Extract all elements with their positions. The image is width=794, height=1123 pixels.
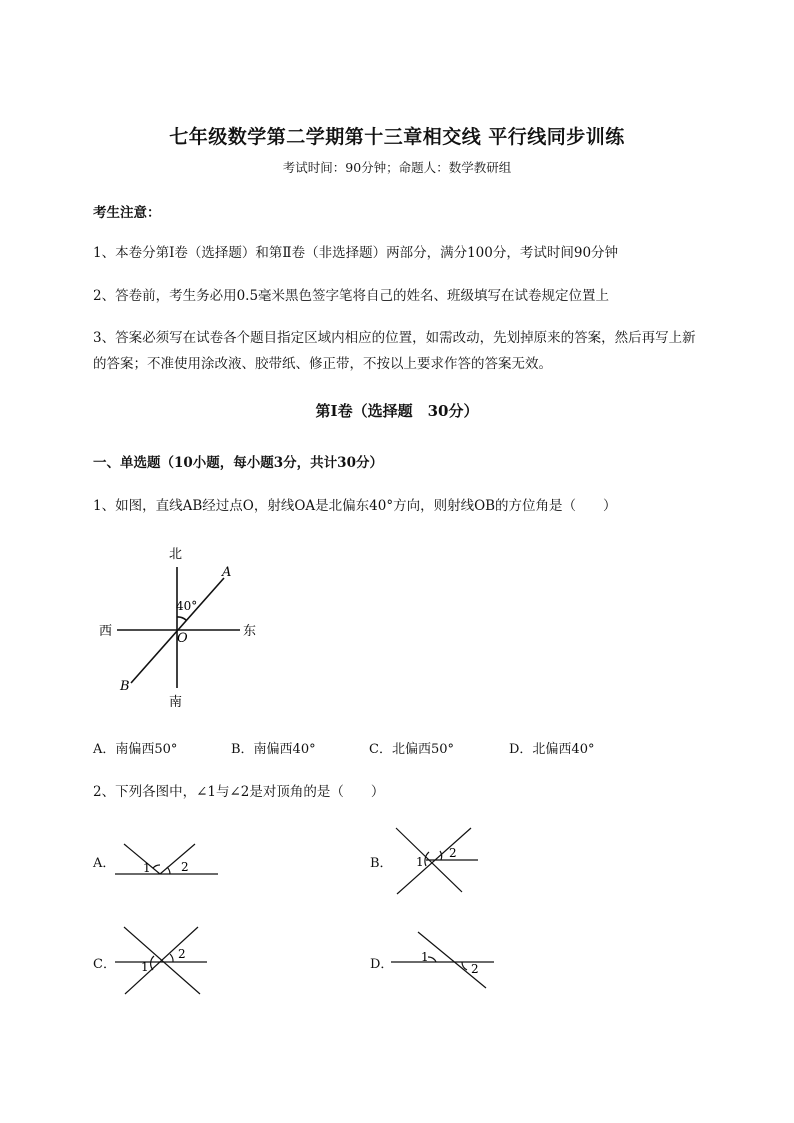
notice-heading: 考生注意：: [93, 205, 161, 221]
q2-c-angle-1: 1: [141, 960, 149, 974]
q2-c-angle-2: 2: [178, 947, 186, 961]
notice-item-3: 3、答案必须写在试卷各个题目指定区域内相应的位置，如需改动，先划掉原来的答案，然后再写上新: [93, 330, 696, 346]
q2-b-angle-2: 2: [449, 846, 457, 860]
point-o-label: O: [177, 631, 188, 646]
q2-b-angle-1: 1: [416, 855, 424, 869]
q2-figure-b: [396, 828, 478, 894]
page-title: 七年级数学第二学期第十三章相交线 平行线同步训练: [169, 126, 625, 148]
q2-option-d[interactable]: D．: [370, 957, 394, 972]
q2-a-angle-2: 2: [181, 860, 189, 874]
south-label: 南: [169, 695, 183, 710]
notice-item-2: 2、答卷前，考生务必用0.5毫米黑色签字笔将自己的姓名、班级填写在试卷规定位置上: [93, 288, 610, 304]
q2-option-c[interactable]: C．: [93, 957, 116, 972]
part-title: 一、单选题（10小题，每小题3分，共计30分）: [93, 455, 383, 471]
q2-d-angle-2: 2: [471, 962, 479, 976]
exam-info: 考试时间：90分钟；命题人：数学教研组: [282, 160, 512, 175]
notice-item-1: 1、本卷分第I卷（选择题）和第Ⅱ卷（非选择题）两部分，满分100分，考试时间90分钟: [93, 245, 619, 261]
q2-a-angle-1: 1: [143, 861, 151, 875]
q1-option-b[interactable]: B．南偏西40°: [231, 742, 316, 757]
north-label: 北: [169, 547, 183, 562]
q1-option-c[interactable]: C．北偏西50°: [369, 742, 454, 757]
question-2-text: 2、下列各图中，∠1与∠2是对顶角的是（ ）: [93, 784, 385, 800]
q2-option-b[interactable]: B．: [370, 856, 393, 871]
q2-option-a[interactable]: A．: [93, 856, 116, 871]
point-a-label: A: [222, 565, 232, 580]
q2-figure-c: [115, 927, 207, 994]
section-title: 第I卷（选择题 30分）: [315, 402, 479, 420]
q1-option-d[interactable]: D．北偏西40°: [509, 742, 595, 757]
east-label: 东: [243, 624, 257, 639]
angle-label: 40°: [176, 599, 198, 613]
west-label: 西: [99, 624, 113, 639]
angle-arc: [177, 617, 186, 620]
q1-option-a[interactable]: A．南偏西50°: [93, 742, 178, 757]
question-1-text: 1、如图，直线AB经过点O，射线OA是北偏东40°方向，则射线OB的方位角是（ ）: [93, 498, 617, 514]
question-1-options: [93, 738, 594, 757]
q2-d-angle-1: 1: [421, 950, 429, 964]
notice-item-3-continued: 的答案；不准使用涂改液、胶带纸、修正带，不按以上要求作答的答案无效。: [93, 356, 552, 372]
q2-figure-a: [115, 844, 218, 874]
q2-figure-d: [391, 932, 494, 988]
point-b-label: B: [120, 679, 130, 694]
